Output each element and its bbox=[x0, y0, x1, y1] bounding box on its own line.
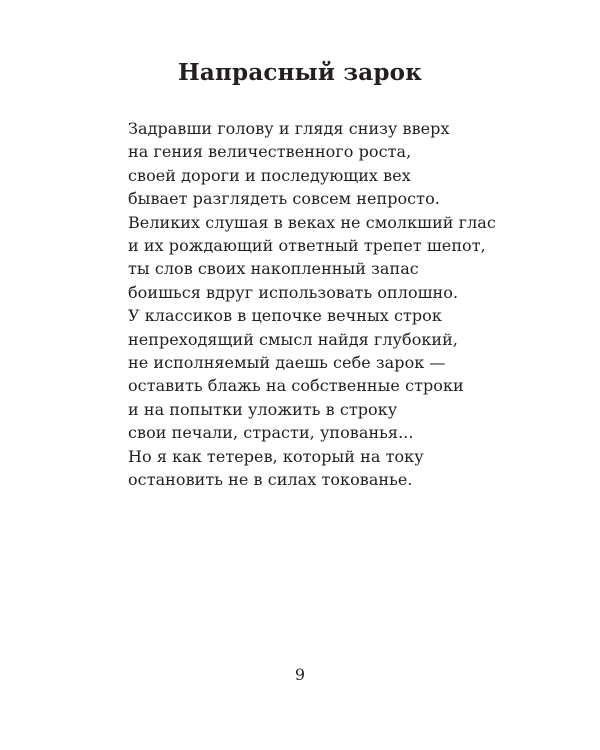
poem-line: своей дороги и последующих вех bbox=[128, 165, 411, 185]
poem-line: и их рождающий ответный трепет шепот, bbox=[128, 236, 486, 256]
poem-line: У классиков в цепочке вечных строк bbox=[128, 306, 442, 326]
poem-line: остановить не в силах токованье. bbox=[128, 470, 413, 490]
poem-line: оставить блажь на собственные строки bbox=[128, 376, 464, 396]
poem-line: Великих слушая в веках не смолкший глас bbox=[128, 212, 496, 232]
poem-line: не исполняемый даешь себе зарок — bbox=[128, 353, 446, 373]
poem-title: Напрасный зарок bbox=[177, 59, 423, 86]
poem-line: на гения величественного роста, bbox=[128, 142, 412, 162]
poem-line: Но я как тетерев, который на току bbox=[128, 446, 424, 466]
poem-body bbox=[128, 117, 568, 492]
poem-line: ты слов своих накопленный запас bbox=[128, 259, 419, 279]
poem-line: непреходящий смысл найдя глубокий, bbox=[128, 329, 458, 349]
poem-line: боишься вдруг использовать оплошно. bbox=[128, 282, 459, 302]
poem-line: и на попытки уложить в строку bbox=[128, 399, 398, 419]
poem-line: Задравши голову и глядя снизу вверх bbox=[128, 119, 450, 138]
poem-line: свои печали, страсти, упованья... bbox=[128, 423, 414, 443]
page-number: 9 bbox=[294, 665, 306, 684]
poem-line: бывает разглядеть совсем непросто. bbox=[128, 189, 440, 209]
